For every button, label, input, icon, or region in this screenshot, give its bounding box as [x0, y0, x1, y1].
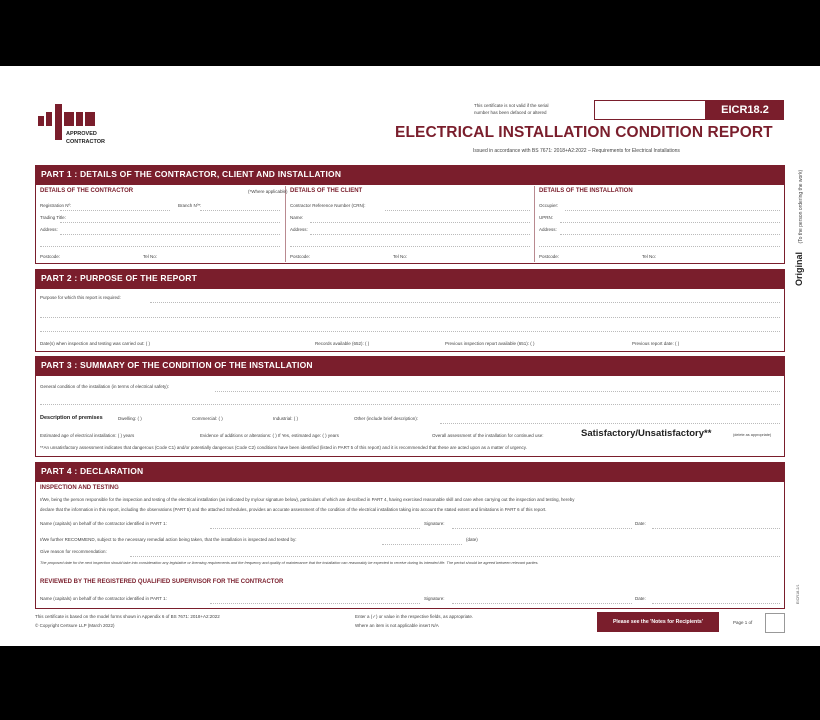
- logo-sub-approved: APPROVED: [66, 131, 97, 137]
- estimated-age-label: Estimated age of electrical installation: ( ) years: [40, 433, 135, 438]
- niceic-logo: [38, 102, 133, 152]
- report-title: ELECTRICAL INSTALLATION CONDITION REPORT: [395, 124, 773, 141]
- footer-enter-note: Enter a (✓) or value in the respective fields, as appropriate.: [355, 614, 474, 619]
- trading-title-label: Trading Title:: [40, 215, 66, 220]
- logo-sub-contractor: CONTRACTOR: [66, 139, 106, 145]
- contractor-address-label: Address:: [40, 227, 58, 232]
- certificate-page: [0, 66, 820, 646]
- inspection-dates-label: Date(s) when inspection and testing was carried out: ( ): [40, 341, 151, 346]
- contractor-postcode-label: Postcode:: [40, 254, 61, 259]
- part4-heading: PART 4 : DECLARATION: [35, 462, 785, 481]
- side-code-label: EICR18.2/1: [796, 584, 800, 604]
- date-label: Date:: [635, 521, 646, 526]
- name-capitals-label: Name (capitals) on behalf of the contractor identified in PART 1:: [40, 521, 167, 526]
- declaration-line1: I/We, being the person responsible for the inspection and testing of the electrical installation (as indicated by my/our signature below), particulars of which are described in PART 4, having exercised reasonable skill and care when carrying out the inspection and testing, hereby: [40, 497, 575, 502]
- notes-for-recipients-button[interactable]: Please see the 'Notes for Recipients': [597, 612, 719, 632]
- evidence-additions-label: Evidence of additions or alterations: ( ) If Yes, estimated age: ( ) years: [200, 433, 339, 438]
- description-premises-label: Description of premises: [40, 415, 103, 421]
- delete-appropriate: (delete as appropriate): [733, 433, 772, 437]
- report-subtitle: Issued in accordance with BS 7671: 2018+A2:2022 – Requirements for Electrical Installations: [473, 148, 680, 154]
- uprn-label: UPRN:: [539, 215, 554, 220]
- inspection-testing-title: INSPECTION AND TESTING: [40, 485, 119, 491]
- previous-date-label: Previous report date: ( ): [632, 341, 680, 346]
- page-number-label: Page 1 of: [733, 620, 753, 625]
- registration-label: Registration Nº:: [40, 203, 72, 208]
- commercial-option[interactable]: Commercial: ( ): [192, 416, 223, 421]
- page-total-box[interactable]: [765, 613, 785, 633]
- client-name-label: Name:: [290, 215, 304, 220]
- occupier-label: Occupier:: [539, 203, 559, 208]
- client-tel-label: Tel No:: [393, 254, 408, 259]
- validity-note-line2: number has been defaced or altered: [474, 110, 547, 115]
- part3-heading: PART 3 : SUMMARY OF THE CONDITION OF THE INSTALLATION: [35, 356, 785, 375]
- dwelling-option[interactable]: Dwelling: ( ): [118, 416, 142, 421]
- client-reference-label: Contractor Reference Number (CRN):: [290, 203, 366, 208]
- reason-label: Give reason for recommendation:: [40, 549, 107, 554]
- client-postcode-label: Postcode:: [290, 254, 311, 259]
- unsatisfactory-note: **An unsatisfactory assessment indicates that dangerous (Code C1) and/or potentially dangerous (Code C2) conditions have been identified (listed in PART 5 of this report) and it is recommended that these are acted upon as a matter of urgency.: [40, 445, 527, 450]
- industrial-option[interactable]: Industrial: ( ): [273, 416, 299, 421]
- signature-label: Signature:: [424, 521, 445, 526]
- installation-tel-label: Tel No:: [642, 254, 657, 259]
- client-address-label: Address:: [290, 227, 308, 232]
- part2-heading: PART 2 : PURPOSE OF THE REPORT: [35, 269, 785, 288]
- other-option[interactable]: Other (include brief description):: [354, 416, 419, 421]
- branch-label: Branch Nº*:: [178, 203, 202, 208]
- part1-heading: PART 1 : DETAILS OF THE CONTRACTOR, CLIENT AND INSTALLATION: [35, 165, 785, 184]
- where-applicable: (*Where applicable): [248, 189, 288, 194]
- name-capitals-label-2: Name (capitals) on behalf of the contractor identified in PART 1:: [40, 596, 167, 601]
- installation-title: DETAILS OF THE INSTALLATION: [539, 188, 633, 194]
- installation-postcode-label: Postcode:: [539, 254, 560, 259]
- serial-number-box[interactable]: [594, 100, 706, 120]
- date-label-2: Date:: [635, 596, 646, 601]
- validity-note-line1: This certificate is not valid if the serial: [474, 103, 549, 108]
- records-available-label: Records available (652): ( ): [315, 341, 370, 346]
- signature-label-2: Signature:: [424, 596, 445, 601]
- purpose-label: Purpose for which this report is required:: [40, 295, 121, 300]
- overall-assessment-label: Overall assessment of the installation for continued use:: [432, 433, 544, 438]
- general-condition-label: General condition of the installation (in terms of electrical safety):: [40, 384, 170, 389]
- part1-frame: [35, 184, 785, 264]
- proposed-date-note: The proposed date for the next inspection should take into consideration any legislative or licensing requirements and the frequency and quality of maintenance that the installation can reasonably be expected to receive during its intended life. The period should be agreed between relevant parties.: [40, 561, 539, 565]
- footer-based-on: This certificate is based on the model forms shown in Appendix 6 of BS 7671: 2018+A2:2022: [35, 614, 220, 619]
- footer-na-note: Where an item is not applicable insert N/A: [355, 623, 439, 628]
- contractor-title: DETAILS OF THE CONTRACTOR: [40, 188, 134, 194]
- client-title: DETAILS OF THE CLIENT: [290, 188, 363, 194]
- original-text: Original: [794, 251, 804, 286]
- declaration-line2: declare that the information in this report, including the observations (PART 5) and the attached Schedules, provides an accurate assessment of the condition of the electrical installation taking into account the stated extent and limitations in PART 6 of this report.: [40, 507, 547, 512]
- reviewed-title: REVIEWED BY THE REGISTERED QUALIFIED SUPERVISOR FOR THE CONTRACTOR: [40, 579, 284, 585]
- recommend-label: I/We further RECOMMEND, subject to the necessary remedial action being taken, that the installation is inspected and tested by:: [40, 537, 297, 542]
- original-note: (To the person ordering the work): [798, 169, 804, 244]
- form-code-badge: EICR18.2: [706, 100, 784, 120]
- recommend-date: (date): [466, 537, 478, 542]
- footer-copyright: © Copyright Certsure LLP (March 2022): [35, 623, 115, 628]
- contractor-tel-label: Tel No:: [143, 254, 158, 259]
- previous-available-label: Previous inspection report available (651): ( ): [445, 341, 535, 346]
- installation-address-label: Address:: [539, 227, 557, 232]
- satisfactory-choice[interactable]: Satisfactory/Unsatisfactory**: [581, 428, 712, 439]
